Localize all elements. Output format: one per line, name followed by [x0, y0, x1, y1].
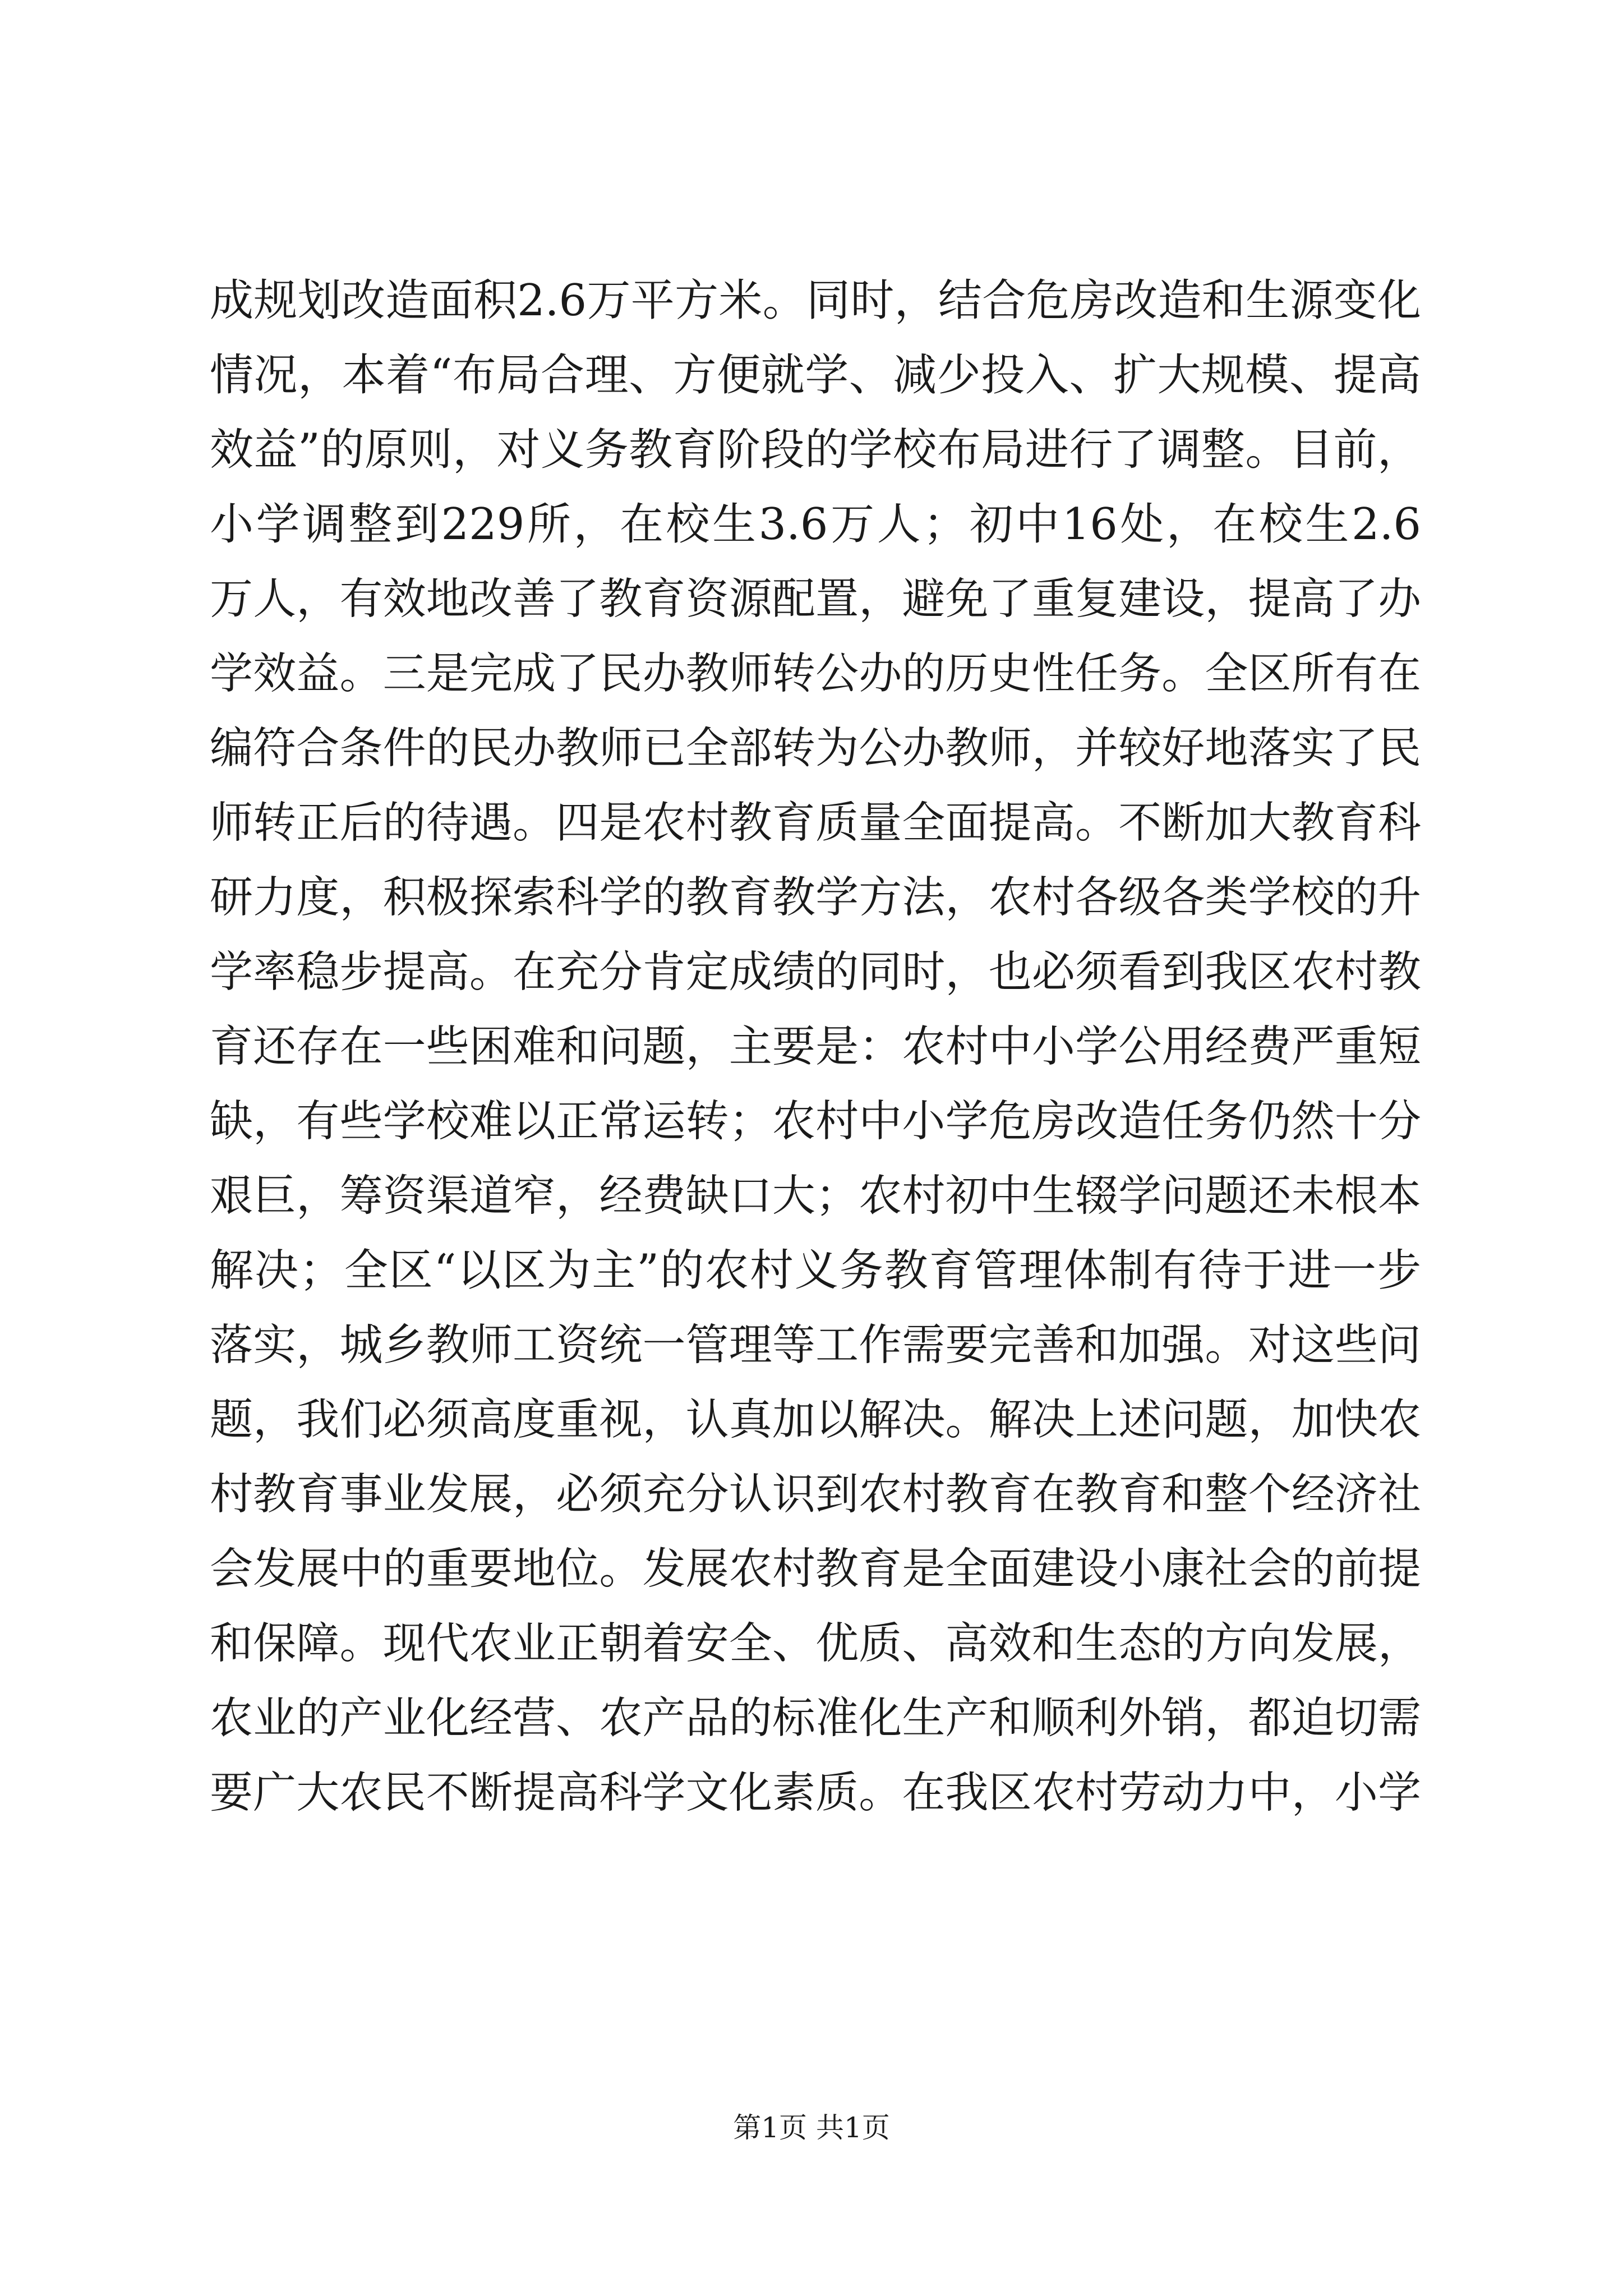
body-line-10: 学率稳步提高。在充分肯定成绩的同时，也必须看到我区农村教 — [210, 947, 1421, 997]
body-line-17: 村教育事业发展，必须充分认识到农村教育在教育和整个经济社 — [210, 1470, 1421, 1520]
body-line-21: 要广大农民不断提高科学文化素质。在我区农村劳动力中，小学 — [210, 1768, 1421, 1818]
body-line-14: 解决；全区“以区为主”的农村义务教育管理体制有待于进一步 — [210, 1245, 1421, 1296]
page-footer — [0, 2108, 1623, 2147]
body-line-15: 落实，城乡教师工资统一管理等工作需要完善和加强。对这些问 — [210, 1320, 1421, 1370]
body-line-9: 研力度，积极探索科学的教育教学方法，农村各级各类学校的升 — [210, 873, 1421, 923]
body-line-11: 育还存在一些困难和问题，主要是：农村中小学公用经费严重短 — [210, 1022, 1421, 1072]
body-line-6: 学效益。三是完成了民办教师转公办的历史性任务。全区所有在 — [210, 649, 1421, 699]
body-line-20: 农业的产业化经营、农产品的标准化生产和顺利外销，都迫切需 — [210, 1694, 1421, 1743]
document-body — [210, 264, 1421, 1830]
page-number: 第1页 共1页 — [733, 2111, 890, 2144]
body-line-7: 编符合条件的民办教师已全部转为公办教师，并较好地落实了民 — [210, 724, 1421, 774]
body-line-1: 成规划改造面积2.6万平方米。同时，结合危房改造和生源变化 — [210, 275, 1421, 326]
body-line-4: 小学调整到229所，在校生3.6万人；初中16处，在校生2.6 — [210, 499, 1421, 550]
body-line-2: 情况，本着“布局合理、方便就学、减少投入、扩大规模、提高 — [210, 350, 1421, 401]
body-line-12: 缺，有些学校难以正常运转；农村中小学危房改造任务仍然十分 — [210, 1097, 1421, 1147]
body-line-8: 师转正后的待遇。四是农村教育质量全面提高。不断加大教育科 — [210, 798, 1421, 848]
body-line-19: 和保障。现代农业正朝着安全、优质、高效和生态的方向发展， — [210, 1619, 1421, 1669]
body-line-3: 效益”的原则，对义务教育阶段的学校布局进行了调整。目前， — [210, 425, 1421, 475]
body-line-5: 万人，有效地改善了教育资源配置，避免了重复建设，提高了办 — [210, 574, 1421, 624]
body-line-13: 艰巨，筹资渠道窄，经费缺口大；农村初中生辍学问题还未根本 — [210, 1171, 1421, 1221]
body-line-16: 题，我们必须高度重视，认真加以解决。解决上述问题，加快农 — [210, 1395, 1421, 1445]
body-line-18: 会发展中的重要地位。发展农村教育是全面建设小康社会的前提 — [210, 1544, 1421, 1594]
